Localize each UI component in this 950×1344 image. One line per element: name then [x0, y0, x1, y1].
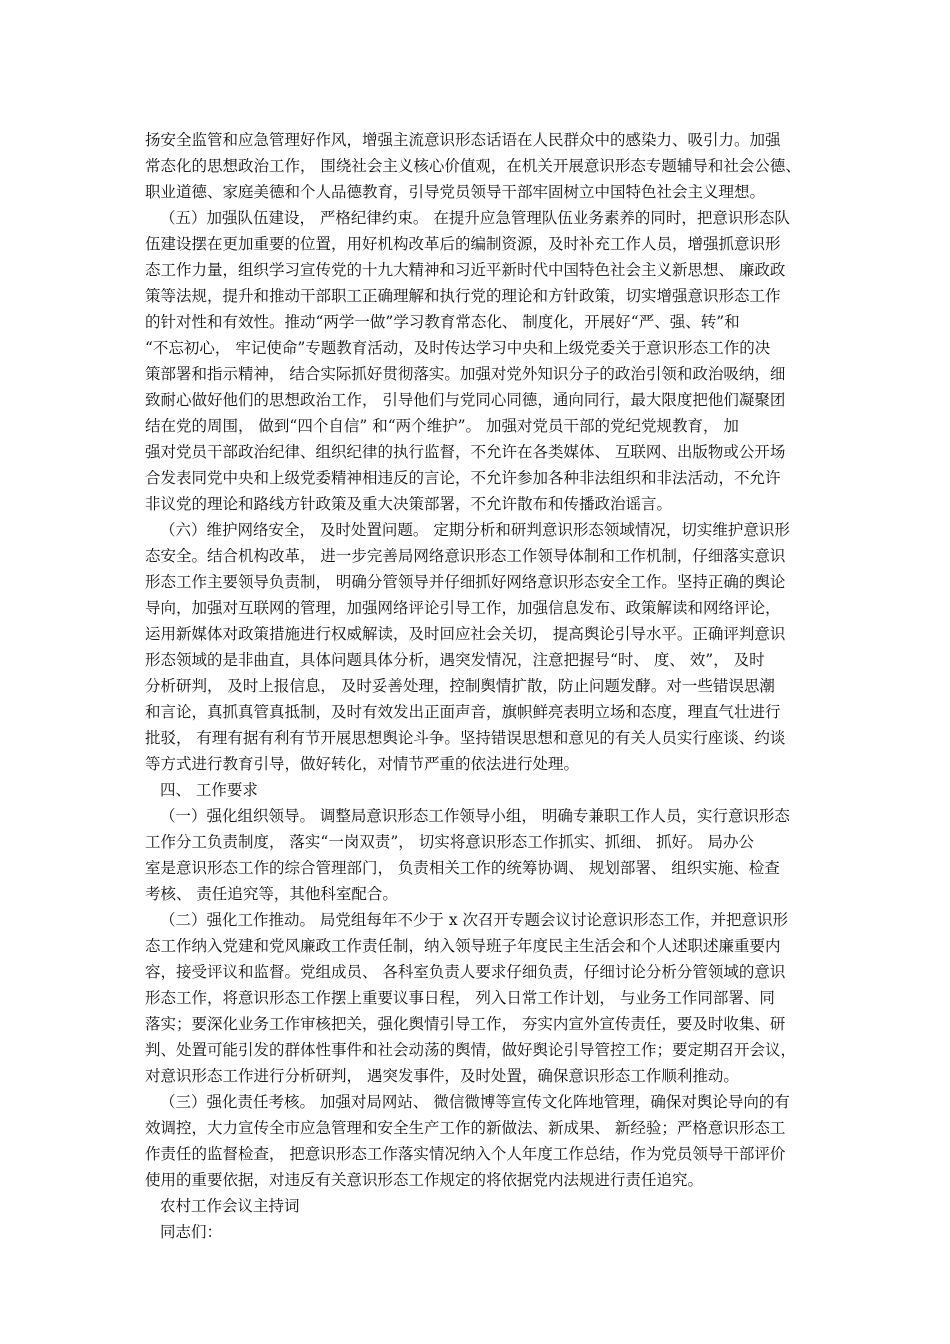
text-line: 合发表同党中央和上级党委精神相违反的言论，不允许参加各种非法组织和非法活动，不允许: [145, 469, 781, 487]
text-line: 考核、 责任追究等，其他科室配合。: [145, 885, 398, 903]
text-line: 等方式进行教育引导，做好转化，对情节严重的依法进行处理。: [145, 755, 580, 773]
section-heading-line: （二）强化工作推动。 局党组每年不少于 x 次召开专题会议讨论意识形态工作，并把意识形: [160, 911, 789, 929]
text-line: 效调控，大力宣传全市应急管理和安全生产工作的新做法、新成果、 新经验；严格意识形态工: [145, 1119, 786, 1137]
text-line: 形态工作，将意识形态工作摆上重要议事日程， 列入日常工作计划， 与业务工作同部署、同: [145, 989, 775, 1007]
text-line: 和言论，真抓真管真抵制，及时有效发出正面声音，旗帜鲜亮表明立场和态度，理直气壮进行: [145, 703, 781, 721]
section-heading-line: （一）强化组织领导。 调整局意识形态工作领导小组， 明确专兼职工作人员，实行意识形态: [160, 807, 790, 825]
section-heading-line: （六）维护网络安全， 及时处置问题。 定期分析和研判意识形态领域情况，切实维护意识形: [160, 521, 790, 539]
text-line: 室是意识形态工作的综合管理部门， 负责相关工作的统筹协调、 规划部署、 组织实施、检查: [145, 859, 780, 877]
section-heading-line: （三）强化责任考核。 加强对局网站、 微信微博等宣传文化阵地管理，确保对舆论导向的有: [160, 1093, 790, 1111]
text-line: 对意识形态工作进行分析研判， 遇突发事件，及时处置，确保意识形态工作顺利推动。: [145, 1067, 739, 1085]
text-line: 强对党员干部政治纪律、组织纪律的执行监督，不允许在各类媒体、 互联网、出版物或公开场: [145, 443, 786, 461]
text-line: 的针对性和有效性。推动“两学一做”学习教育常态化、 制度化，开展好“严、强、转”和: [145, 313, 740, 331]
text-line: 分析研判， 及时上报信息， 及时妥善处理，控制舆情扩散，防止问题发酵。对一些错误思潮: [145, 677, 775, 695]
text-line: 运用新媒体对政策措施进行权威解读，及时回应社会关切， 提高舆论引导水平。正确评判意识: [145, 625, 786, 643]
text-line: 态工作纳入党建和党风廉政工作责任制，纳入领导班子年度民主生活会和个人述职述廉重要内: [145, 937, 781, 955]
text-line: 判、处置可能引发的群体性事件和社会动荡的舆情，做好舆论引导管控工作；要定期召开会议，: [145, 1041, 797, 1059]
document-subtitle: 农村工作会议主持词: [160, 1197, 300, 1215]
chapter-heading: 四、 工作要求: [160, 781, 258, 799]
text-line: 伍建设摆在更加重要的位置，用好机构改革后的编制资源，及时补充工作人员，增强抓意识形: [145, 235, 781, 253]
text-line: 结在党的周围， 做到“四个自信” 和“两个维护”。 加强对党员干部的党纪党规教育， 加: [145, 417, 739, 435]
text-line: 形态领域的是非曲直，具体问题具体分析，遇突发情况，注意把握号“时、 度、 效”， 及时: [145, 651, 765, 669]
text-line: 策等法规，提升和推动干部职工正确理解和执行党的理论和方针政策，切实增强意识形态工作: [145, 287, 781, 305]
text-line: 使用的重要依据，对违反有关意识形态工作规定的将依据党内法规进行责任追究。: [145, 1171, 704, 1189]
text-line: “不忘初心， 牢记使命”专题教育活动，及时传达学习中央和上级党委关于意识形态工作的决: [145, 339, 771, 357]
text-line: 批驳， 有理有据有利有节开展思想舆论斗争。坚持错误思想和意见的有关人员实行座谈、约谈: [145, 729, 786, 747]
text-line: 扬安全监管和应急管理好作风，增强主流意识形态话语在人民群众中的感染力、吸引力。加强: [145, 131, 781, 149]
text-line: 导向，加强对互联网的管理，加强网络评论引导工作，加强信息发布、政策解读和网络评论，: [145, 599, 781, 617]
text-line: 作责任的监督检查， 把意识形态工作落实情况纳入个人年度工作总结，作为党员领导干部评价: [145, 1145, 786, 1163]
salutation: 同志们：: [160, 1223, 223, 1241]
text-line: 态工作力量，组织学习宣传党的十九大精神和习近平新时代中国特色社会主义新思想、 廉政政: [145, 261, 786, 279]
text-line: 形态工作主要领导负责制， 明确分管领导并仔细抓好网络意识形态安全工作。坚持正确的舆论: [145, 573, 786, 591]
text-line: 常态化的思想政治工作， 围绕社会主义核心价值观，在机关开展意识形态专题辅导和社会公德、: [145, 157, 801, 175]
text-line: 致耐心做好他们的思想政治工作， 引导他们与党同心同德，通向同行，最大限度把他们凝聚团: [145, 391, 786, 409]
section-heading-line: （五）加强队伍建设， 严格纪律约束。 在提升应急管理队伍业务素养的同时，把意识形态队: [160, 209, 790, 227]
text-line: 策部署和指示精神， 结合实际抓好贯彻落实。加强对党外知识分子的政治引领和政治吸纳，细: [145, 365, 786, 383]
text-line: 容，接受评议和监督。党组成员、 各科室负责人要求仔细负责，仔细讨论分析分管领域的意识: [145, 963, 786, 981]
text-line: 职业道德、家庭美德和个人品德教育，引导党员领导干部牢固树立中国特色社会主义理想。: [145, 183, 766, 201]
text-line: 态安全。结合机构改革， 进一步完善局网络意识形态工作领导体制和工作机制，仔细落实意识: [145, 547, 786, 565]
text-line: 落实；要深化业务工作审核把关，强化舆情引导工作， 夯实内宣外宣传责任，要及时收集、研: [145, 1015, 786, 1033]
text-line: 非议党的理论和路线方针政策及重大决策部署，不允许散布和传播政治谣言。: [145, 495, 673, 513]
text-line: 工作分工负责制度， 落实“一岗双责”， 切实将意识形态工作抓实、抓细、 抓好。 局办公: [145, 833, 755, 851]
